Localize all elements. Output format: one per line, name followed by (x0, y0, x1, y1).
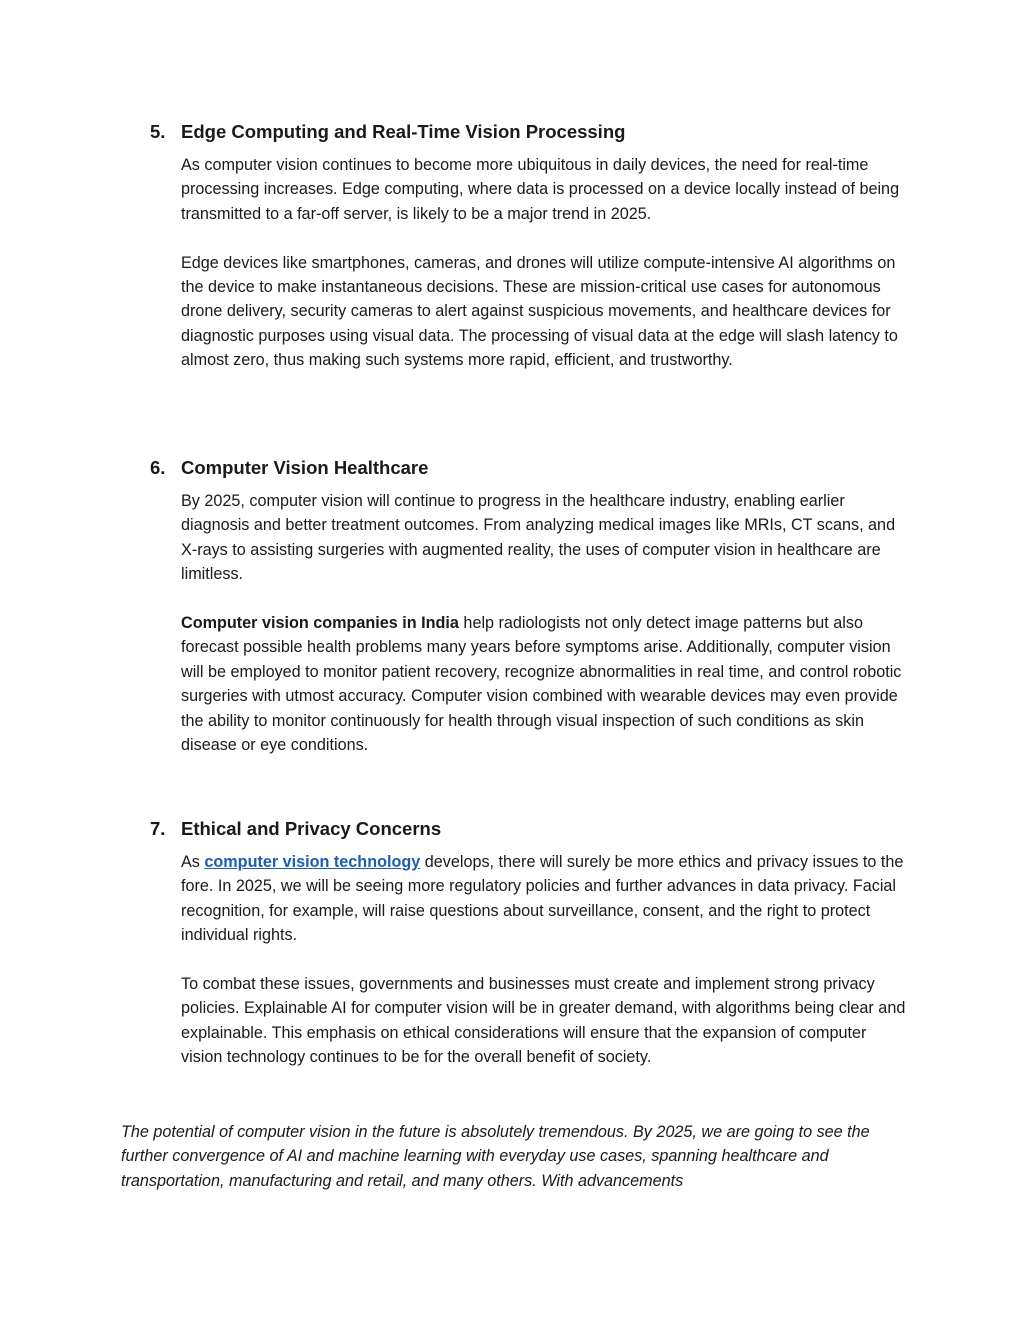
paragraph (181, 611, 910, 757)
computer-vision-technology-link[interactable]: computer vision technology (204, 853, 421, 871)
section-title: Edge Computing and Real-Time Vision Processing (181, 121, 626, 142)
paragraph-text: develops, there will surely be more ethics and privacy issues to the fore. In 2025, we will be seeing more regulatory policies and further advances in data privacy. Facial recognition, for example, will raise questions about surveillance, consent, and the right to protect individual rights. (181, 853, 904, 945)
section-ethics-privacy (150, 817, 910, 1070)
paragraph: As computer vision continues to become more ubiquitous in daily devices, the need for real-time processing increases. Edge computing, where data is processed on a device locally instead of being transmitted to a far-off server, is likely to be a major trend in 2025. (181, 156, 900, 223)
paragraph-text: help radiologists not only detect image patterns but also forecast possible health problems many years before symptoms arise. Additionally, computer vision will be employed to monitor patient recovery, recognize abnormalities in real time, and control robotic surgeries with utmost accuracy. Computer vision combined with wearable devices may even provide the ability to monitor continuously for health through visual inspection of such conditions as skin disease or eye conditions. (181, 614, 902, 755)
section-edge-computing (150, 120, 910, 373)
section-title: Ethical and Privacy Concerns (181, 818, 442, 839)
paragraph: Edge devices like smartphones, cameras, and drones will utilize compute-intensive AI algorithms on the device to make instantaneous decisions. These are mission-critical use cases for autonomous drone delivery, security cameras to alert against suspicious movements, and healthcare devices for diagnostic purposes using visual data. The processing of visual data at the edge will slash latency to almost zero, thus making such systems more rapid, efficient, and trustworthy. (181, 253, 898, 370)
section-title: Computer Vision Healthcare (181, 457, 429, 478)
section-number: 7. (150, 818, 166, 839)
section-heading (150, 456, 910, 480)
section-body (181, 153, 910, 373)
section-number: 6. (150, 457, 166, 478)
section-heading (150, 120, 910, 144)
section-heading (150, 817, 910, 841)
section-number: 5. (150, 121, 166, 142)
paragraph-text: As (181, 853, 205, 871)
section-body (181, 850, 910, 1070)
paragraph: By 2025, computer vision will continue to progress in the healthcare industry, enabling earlier diagnosis and better treatment outcomes. From analyzing medical images like MRIs, CT scans, and X-rays to assisting surgeries with augmented reality, the uses of computer vision in healthcare are limitless. (181, 492, 896, 584)
section-body (181, 489, 910, 757)
closing-paragraph: The potential of computer vision in the future is absolutely tremendous. By 2025, we are going to see the further convergence of AI and machine learning with everyday use cases, spanning healthcare and transportation, manufacturing and retail, and many others. With advancements (121, 1123, 870, 1190)
paragraph: To combat these issues, governments and businesses must create and implement strong privacy policies. Explainable AI for computer vision will be in greater demand, with algorithms being clear and explainable. This emphasis on ethical considerations will ensure that the expansion of computer vision technology continues to be for the overall benefit of society. (181, 975, 906, 1067)
bold-phrase: Computer vision companies in India (181, 614, 459, 633)
paragraph (181, 850, 910, 948)
section-healthcare (150, 456, 910, 757)
